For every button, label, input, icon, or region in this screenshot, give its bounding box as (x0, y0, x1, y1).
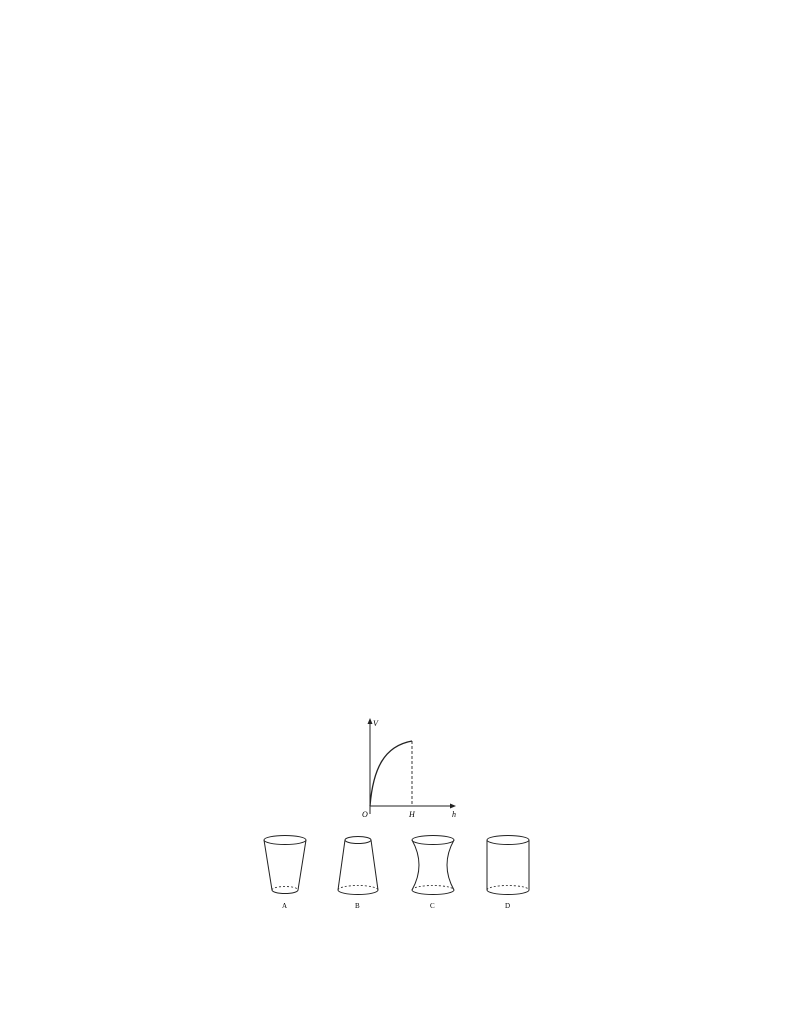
q4-line-3 (105, 540, 107, 555)
bottle-a-label: A (282, 902, 288, 910)
graph-curve (370, 741, 412, 806)
graph-v-axis-arrow (368, 718, 373, 724)
graph-h-label: h (452, 810, 456, 819)
bottle-d (487, 836, 529, 911)
graph-H-label: H (409, 810, 415, 819)
q4-option-c (291, 611, 292, 625)
volume-depth-graph (340, 714, 460, 824)
bottle-options (258, 832, 538, 914)
bottle-b (338, 837, 378, 911)
graph-origin-label: O (362, 810, 368, 819)
bottle-a (264, 836, 306, 911)
bottle-c (412, 836, 454, 911)
graph-h-axis-arrow (450, 804, 456, 809)
graph-v-label: V (373, 719, 378, 728)
bottle-c-label: C (430, 902, 435, 910)
bottle-d-label: D (505, 902, 511, 910)
bottle-b-label: B (355, 902, 360, 910)
